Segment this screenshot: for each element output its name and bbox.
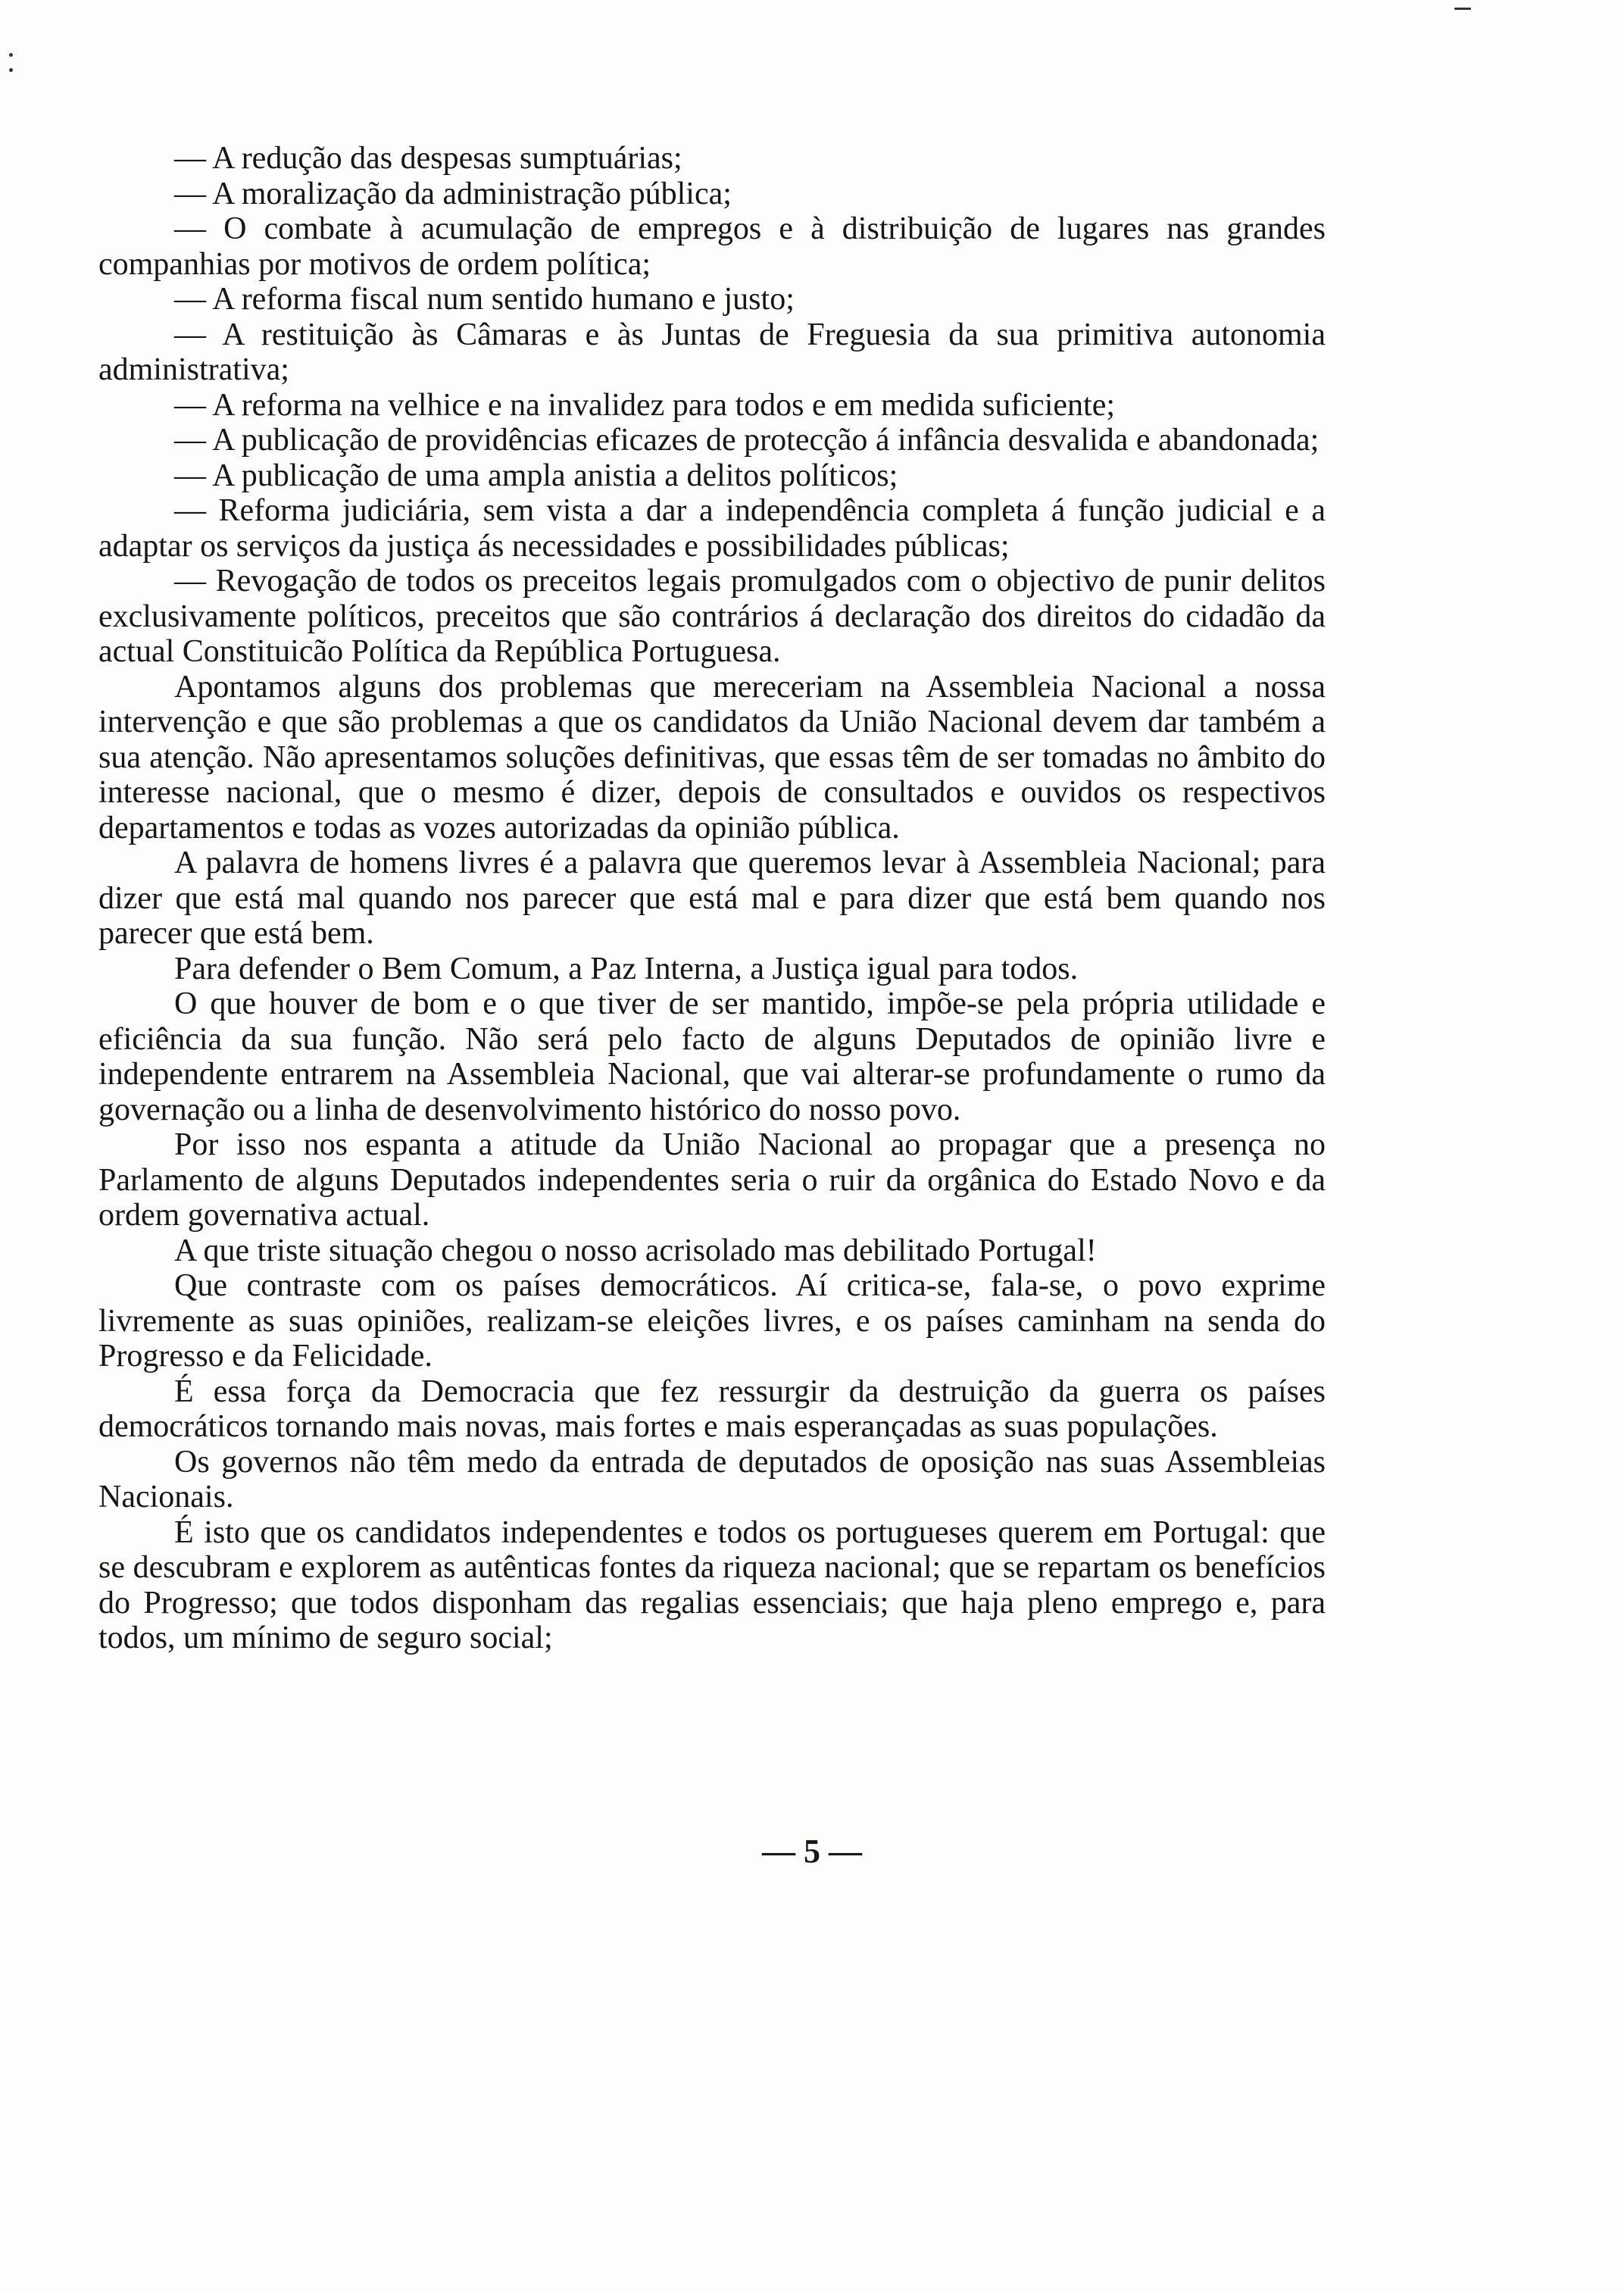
paragraph: — A moralização da administração pública; — [174, 176, 732, 211]
paragraph: É isto que os candidatos independentes e todos os portugueses querem em Portugal: que se descubram e explorem as autênticas fontes da riqueza nacional; que se repartam os benefícios do Progresso; que todos disponham das regalias essenciais; que haja pleno emprego e, para todos, um mínimo de seguro social; — [98, 1514, 1326, 1655]
page-number: — 5 — — [762, 1833, 862, 1870]
paragraph: Que contraste com os países democráticos. Aí critica-se, fala-se, o povo exprime livremente as suas opiniões, realizam-se eleições livres, e os países caminham na senda do Progresso e da Felicidade. — [98, 1268, 1326, 1374]
paragraph: — A publicação de uma ampla anistia a delitos políticos; — [174, 458, 898, 493]
paragraph: Para defender o Bem Comum, a Paz Interna, a Justiça igual para todos. — [174, 951, 1079, 986]
paragraph: — O combate à acumulação de empregos e à distribuição de lugares nas grandes companhias por motivos de ordem política; — [98, 211, 1326, 282]
scan-speck — [1454, 8, 1471, 10]
paragraph: — A reforma fiscal num sentido humano e justo; — [174, 282, 795, 317]
paragraph: É essa força da Democracia que fez ressurgir da destruição da guerra os países democráticos tornando mais novas, mais fortes e mais esperançadas as suas populações. — [98, 1374, 1326, 1444]
paragraph: Por isso nos espanta a atitude da União Nacional ao propagar que a presença no Parlamento de alguns Deputados independentes seria o ruir da orgânica do Estado Novo e da ordem governativa actual. — [98, 1127, 1326, 1233]
scan-speck — [9, 53, 13, 57]
body-text — [98, 141, 1326, 1656]
paragraph: — A restituição às Câmaras e às Juntas de Freguesia da sua primitiva autonomia administrativa; — [98, 317, 1326, 387]
paragraph: Apontamos alguns dos problemas que mereceriam na Assembleia Nacional a nossa intervenção e que são problemas a que os candidatos da União Nacional devem dar também a sua atenção. Não apresentamos soluções definitivas, que essas têm de ser tomadas no âmbito do interesse nacional, que o mesmo é dizer, depois de consultados e ouvidos os respectivos departamentos e todas as vozes autorizadas da opinião pública. — [98, 669, 1326, 845]
paragraph: O que houver de bom e o que tiver de ser mantido, impõe-se pela própria utilidade e eficiência da sua função. Não será pelo facto de alguns Deputados de opinião livre e independente entrarem na Assembleia Nacional, que vai alterar-se profundamente o rumo da governação ou a linha de desenvolvimento histórico do nosso povo. — [98, 986, 1326, 1127]
paragraph: — A reforma na velhice e na invalidez para todos e em medida suficiente; — [174, 387, 1116, 423]
paragraph: — A publicação de providências eficazes de protecção á infância desvalida e abandonada; — [174, 423, 1320, 458]
paragraph: Os governos não têm medo da entrada de deputados de oposição nas suas Assembleias Nacionais. — [98, 1444, 1326, 1514]
paragraph: A palavra de homens livres é a palavra que queremos levar à Assembleia Nacional; para dizer que está mal quando nos parecer que está mal e para dizer que está bem quando nos parecer que está bem. — [98, 845, 1326, 951]
paragraph: — Reforma judiciária, sem vista a dar a independência completa á função judicial e a adaptar os serviços da justiça ás necessidades e possibilidades públicas; — [98, 493, 1326, 564]
scan-speck — [9, 68, 13, 72]
paragraph: — Revogação de todos os preceitos legais promulgados com o objectivo de punir delitos exclusivamente políticos, preceitos que são contrários á declaração dos direitos do cidadão da actual Constituicão Política da República Portuguesa. — [98, 564, 1326, 669]
paragraph: A que triste situação chegou o nosso acrisolado mas debilitado Portugal! — [174, 1233, 1097, 1268]
paragraph: — A redução das despesas sumptuárias; — [174, 141, 682, 176]
